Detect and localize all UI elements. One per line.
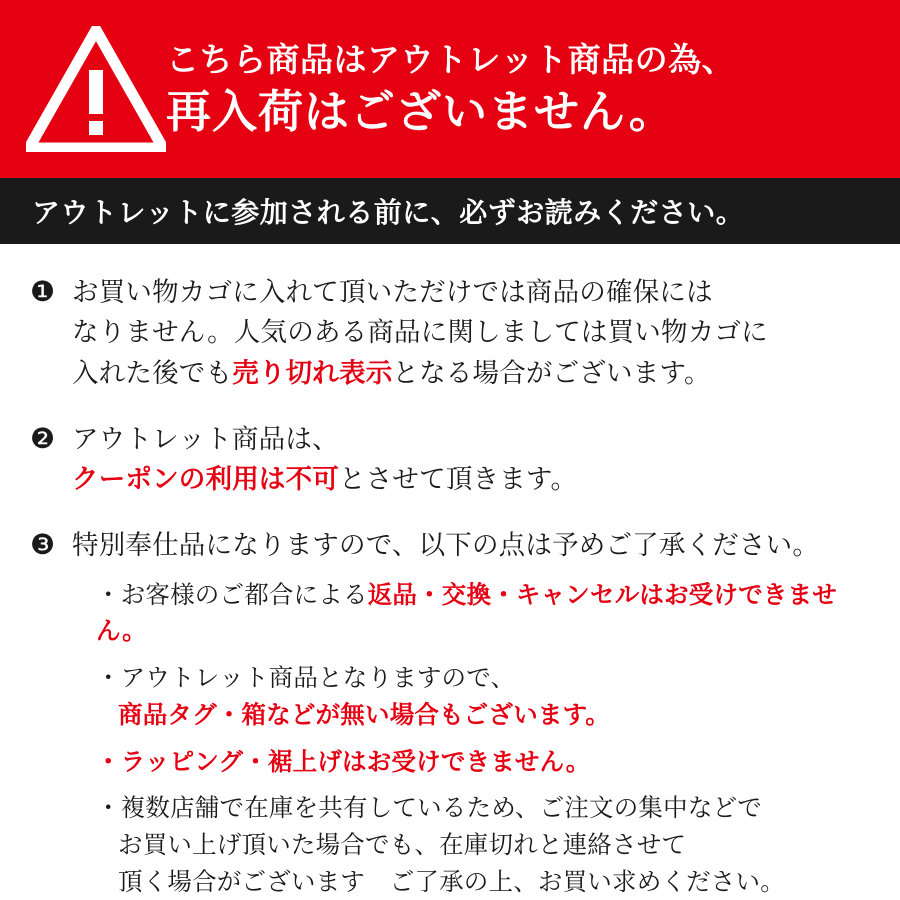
- item1-line1: お買い物カゴに入れて頂いただけでは商品の確保には: [72, 277, 713, 307]
- item2-line1: アウトレット商品は、: [72, 423, 339, 454]
- item2-unavailable-highlight: 不可: [285, 464, 340, 495]
- item-marker-3: ❸: [30, 529, 56, 561]
- list-item: [30, 272, 870, 393]
- item2-line2-post: とさせて頂きます。: [339, 464, 578, 495]
- item1-line3-post: となる場合がございます。: [392, 357, 711, 388]
- sub2-text-highlight: 商品タグ・箱などが無い場合もございます。: [118, 701, 611, 729]
- item2-coupon-highlight: クーポンの利用は: [72, 464, 286, 495]
- item-text-3: [72, 525, 870, 900]
- sub4-bullet: ・: [96, 795, 121, 823]
- sub4-text-line3: 頂く場合がございます ご了承の上、お買い求めください。: [118, 868, 785, 896]
- sub4-text-line2: お買い上げ頂いた場合でも、在庫切れと連絡させて: [118, 832, 687, 860]
- sub-list-item: [96, 578, 870, 652]
- sub-list-item: [96, 791, 870, 900]
- banner-text-block: [166, 39, 735, 138]
- list-item: [30, 525, 870, 900]
- strip-text: アウトレットに参加される前に、必ずお読みください。: [32, 197, 745, 228]
- list-item: [30, 419, 870, 500]
- item-text-1: [72, 272, 870, 393]
- item-marker-2: ❷: [30, 422, 56, 454]
- item1-line2: なりません。人気のある商品に関しましては買い物カゴに: [72, 317, 768, 348]
- item1-line3-highlight: 売り切れ表示: [232, 357, 393, 388]
- read-before-strip: [0, 178, 900, 244]
- sub3-bullet: ・: [96, 748, 121, 776]
- item-text-2: [72, 419, 870, 500]
- warning-banner: [0, 0, 900, 178]
- banner-line-2: 再入荷はございません。: [166, 85, 675, 137]
- sub-list-item: [96, 745, 870, 782]
- sub4-text-line1: 複数店舗で在庫を共有しているため、ご注文の集中などで: [120, 795, 762, 823]
- sub2-bullet: ・: [96, 665, 121, 693]
- item-marker-1: ❶: [30, 276, 56, 307]
- sub2-text-pre: アウトレット商品となりますので、: [120, 665, 516, 693]
- sub3-text-highlight: ラッピング・裾上げはお受けできません。: [120, 748, 591, 776]
- banner-line-1: こちら商品はアウトレット商品の為、: [166, 41, 736, 79]
- item3-line1: 特別奉仕品になりますので、以下の点は予めご了承ください。: [72, 530, 820, 561]
- sub-list-item: [96, 661, 870, 735]
- item1-line3-pre: 入れた後でも: [72, 357, 233, 388]
- sub1-text-pre: お客様のご都合による: [120, 581, 368, 609]
- item3-sub-list: [72, 578, 870, 900]
- sub1-text-highlight: 返品・交換・キャンセルはお受けできません。: [96, 581, 838, 646]
- sub1-bullet: ・: [96, 581, 121, 609]
- notice-body: [0, 244, 900, 900]
- warning-triangle-icon: [26, 25, 166, 153]
